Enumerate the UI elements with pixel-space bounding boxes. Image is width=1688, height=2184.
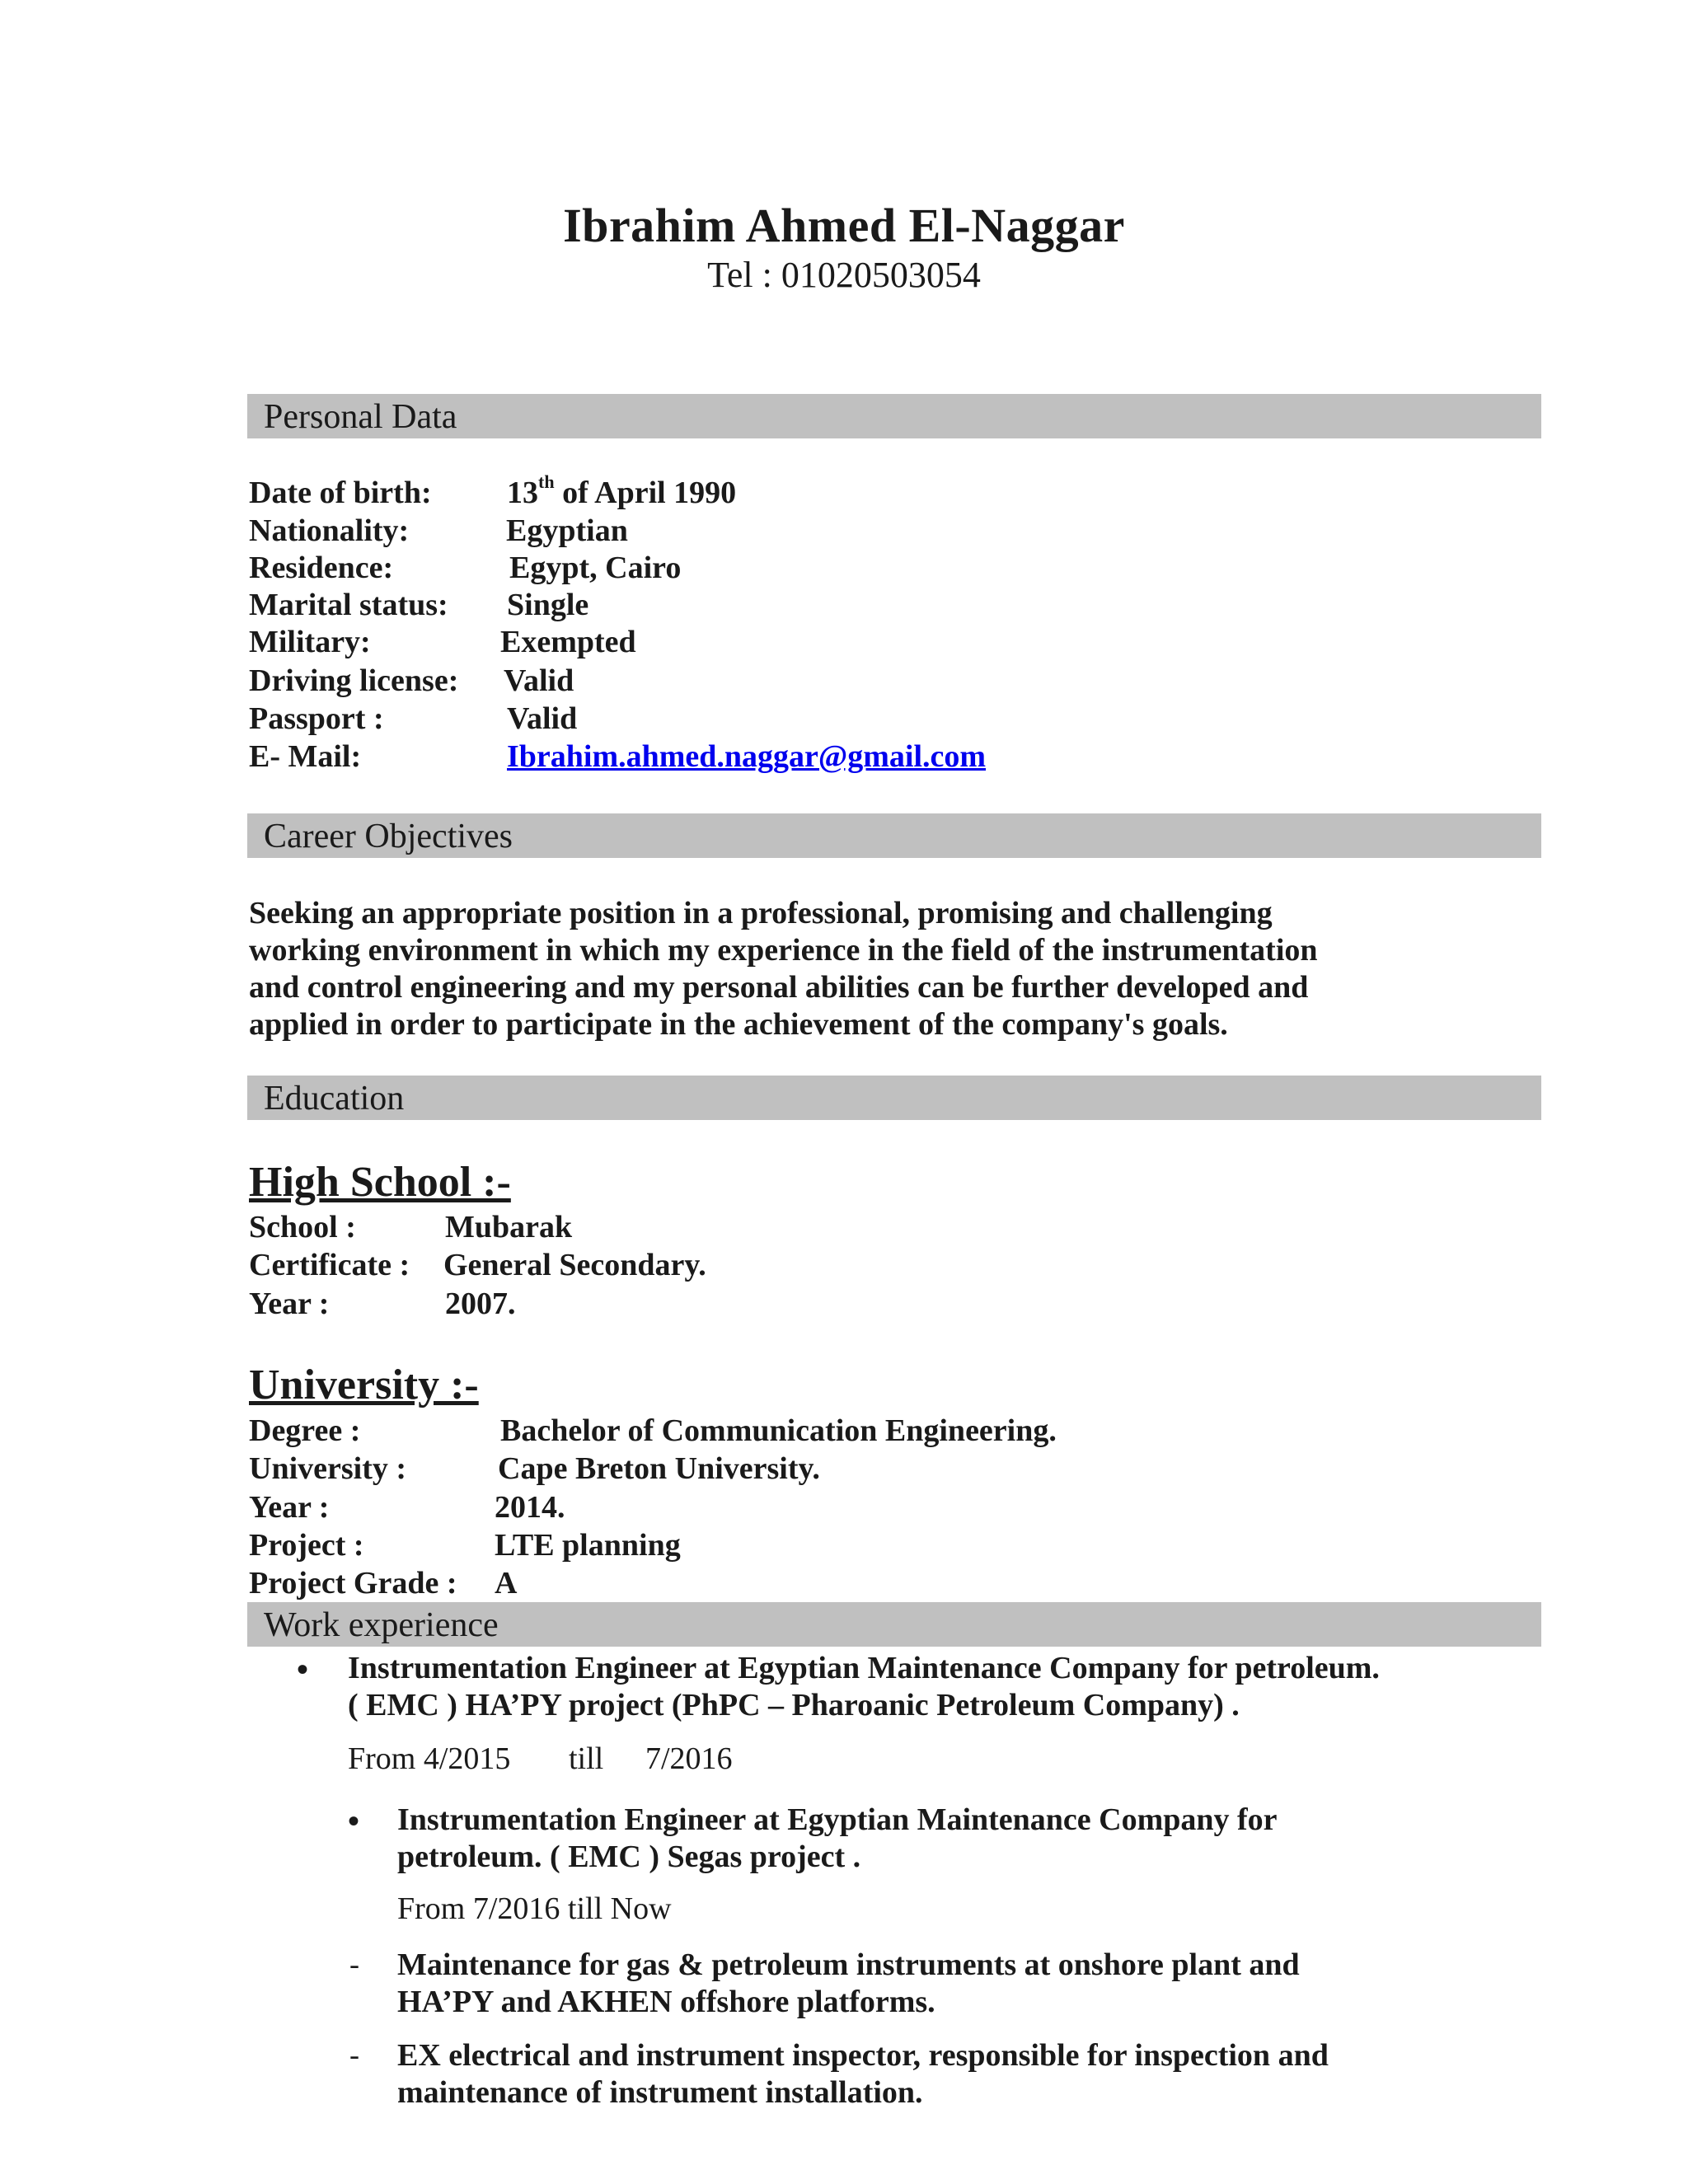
- nationality-label: Nationality:: [249, 513, 410, 548]
- duty-line: maintenance of instrument installation.: [397, 2075, 923, 2110]
- section-header-education: [247, 1076, 1541, 1120]
- high-school-heading: High School :-: [249, 1159, 511, 1206]
- dob-value: 13th of April 1990: [507, 471, 737, 510]
- job-line: Instrumentation Engineer at Egyptian Maintenance Company for: [397, 1802, 1278, 1837]
- military-label: Military:: [249, 625, 371, 659]
- candidate-name: Ibrahim Ahmed El-Naggar: [563, 199, 1125, 252]
- military-value: Exempted: [500, 625, 636, 659]
- dob-label: Date of birth:: [249, 476, 432, 510]
- project-label: Project :: [249, 1528, 364, 1563]
- job-2-description: [397, 1802, 1278, 1876]
- section-title: Work experience: [264, 1606, 499, 1644]
- dash-marker: -: [349, 1947, 359, 1980]
- school-value: Mubarak: [445, 1210, 573, 1244]
- uni-year-label: Year :: [249, 1490, 330, 1525]
- duty-line: Maintenance for gas & petroleum instruments at onshore plant and: [397, 1947, 1300, 1982]
- section-header-personal: [247, 394, 1541, 438]
- job-line: petroleum. ( EMC ) Segas project .: [397, 1840, 861, 1874]
- job-1-description: [348, 1650, 1380, 1724]
- email-link[interactable]: Ibrahim.ahmed.naggar@gmail.com: [507, 739, 987, 774]
- job-1-to: 7/2016: [645, 1741, 733, 1776]
- career-line: applied in order to participate in the achievement of the company's goals.: [249, 1007, 1228, 1042]
- job-2-dates: From 7/2016 till Now: [397, 1891, 672, 1926]
- telephone: Tel : 01020503054: [707, 255, 981, 295]
- section-header-career: [247, 813, 1541, 858]
- driving-label: Driving license:: [249, 663, 459, 698]
- email-label: E- Mail:: [249, 739, 362, 774]
- marital-label: Marital status:: [249, 588, 448, 622]
- passport-label: Passport :: [249, 701, 384, 736]
- university-value: Cape Breton University.: [498, 1451, 820, 1486]
- degree-value: Bachelor of Communication Engineering.: [500, 1413, 1057, 1448]
- duty-line: HA’PY and AKHEN offshore platforms.: [397, 1985, 935, 2019]
- job-1-from: From 4/2015: [348, 1741, 511, 1776]
- section-title: Career Objectives: [264, 818, 513, 855]
- project-value: LTE planning: [495, 1528, 681, 1563]
- residence-value: Egypt, Cairo: [509, 551, 682, 585]
- bullet-icon: •: [348, 1802, 360, 1840]
- job-line: Instrumentation Engineer at Egyptian Maintenance Company for petroleum.: [348, 1651, 1380, 1685]
- job-line: ( EMC ) HA’PY project (PhPC – Pharoanic Petroleum Company) .: [348, 1688, 1240, 1722]
- residence-label: Residence:: [249, 551, 394, 585]
- section-title: Personal Data: [264, 398, 457, 436]
- driving-value: Valid: [504, 663, 574, 698]
- career-line: working environment in which my experience in the field of the instrumentation: [249, 933, 1318, 968]
- career-line: and control engineering and my personal abilities can be further developed and: [249, 970, 1309, 1005]
- career-line: Seeking an appropriate position in a professional, promising and challenging: [249, 896, 1273, 930]
- university-label: University :: [249, 1451, 407, 1486]
- hs-year-value: 2007.: [445, 1286, 516, 1321]
- university-heading: University :-: [249, 1361, 479, 1408]
- career-objective-text: [249, 895, 1535, 1043]
- duty-2: [397, 2037, 1329, 2111]
- dash-marker: -: [349, 2038, 359, 2071]
- grade-value: A: [495, 1566, 518, 1601]
- duty-line: EX electrical and instrument inspector, responsible for inspection and: [397, 2038, 1329, 2073]
- section-header-work: [247, 1602, 1541, 1647]
- job-1-till: till: [569, 1741, 604, 1776]
- grade-label: Project Grade :: [249, 1566, 457, 1601]
- hs-year-label: Year :: [249, 1286, 330, 1321]
- degree-label: Degree :: [249, 1413, 361, 1448]
- bullet-icon: •: [297, 1651, 309, 1688]
- duty-1: [397, 1947, 1300, 2021]
- certificate-value: General Secondary.: [443, 1248, 706, 1282]
- section-title: Education: [264, 1080, 405, 1118]
- certificate-label: Certificate :: [249, 1248, 410, 1282]
- passport-value: Valid: [507, 701, 578, 736]
- uni-year-value: 2014.: [495, 1490, 565, 1525]
- school-label: School :: [249, 1210, 356, 1244]
- marital-value: Single: [507, 588, 589, 622]
- nationality-value: Egyptian: [506, 513, 628, 548]
